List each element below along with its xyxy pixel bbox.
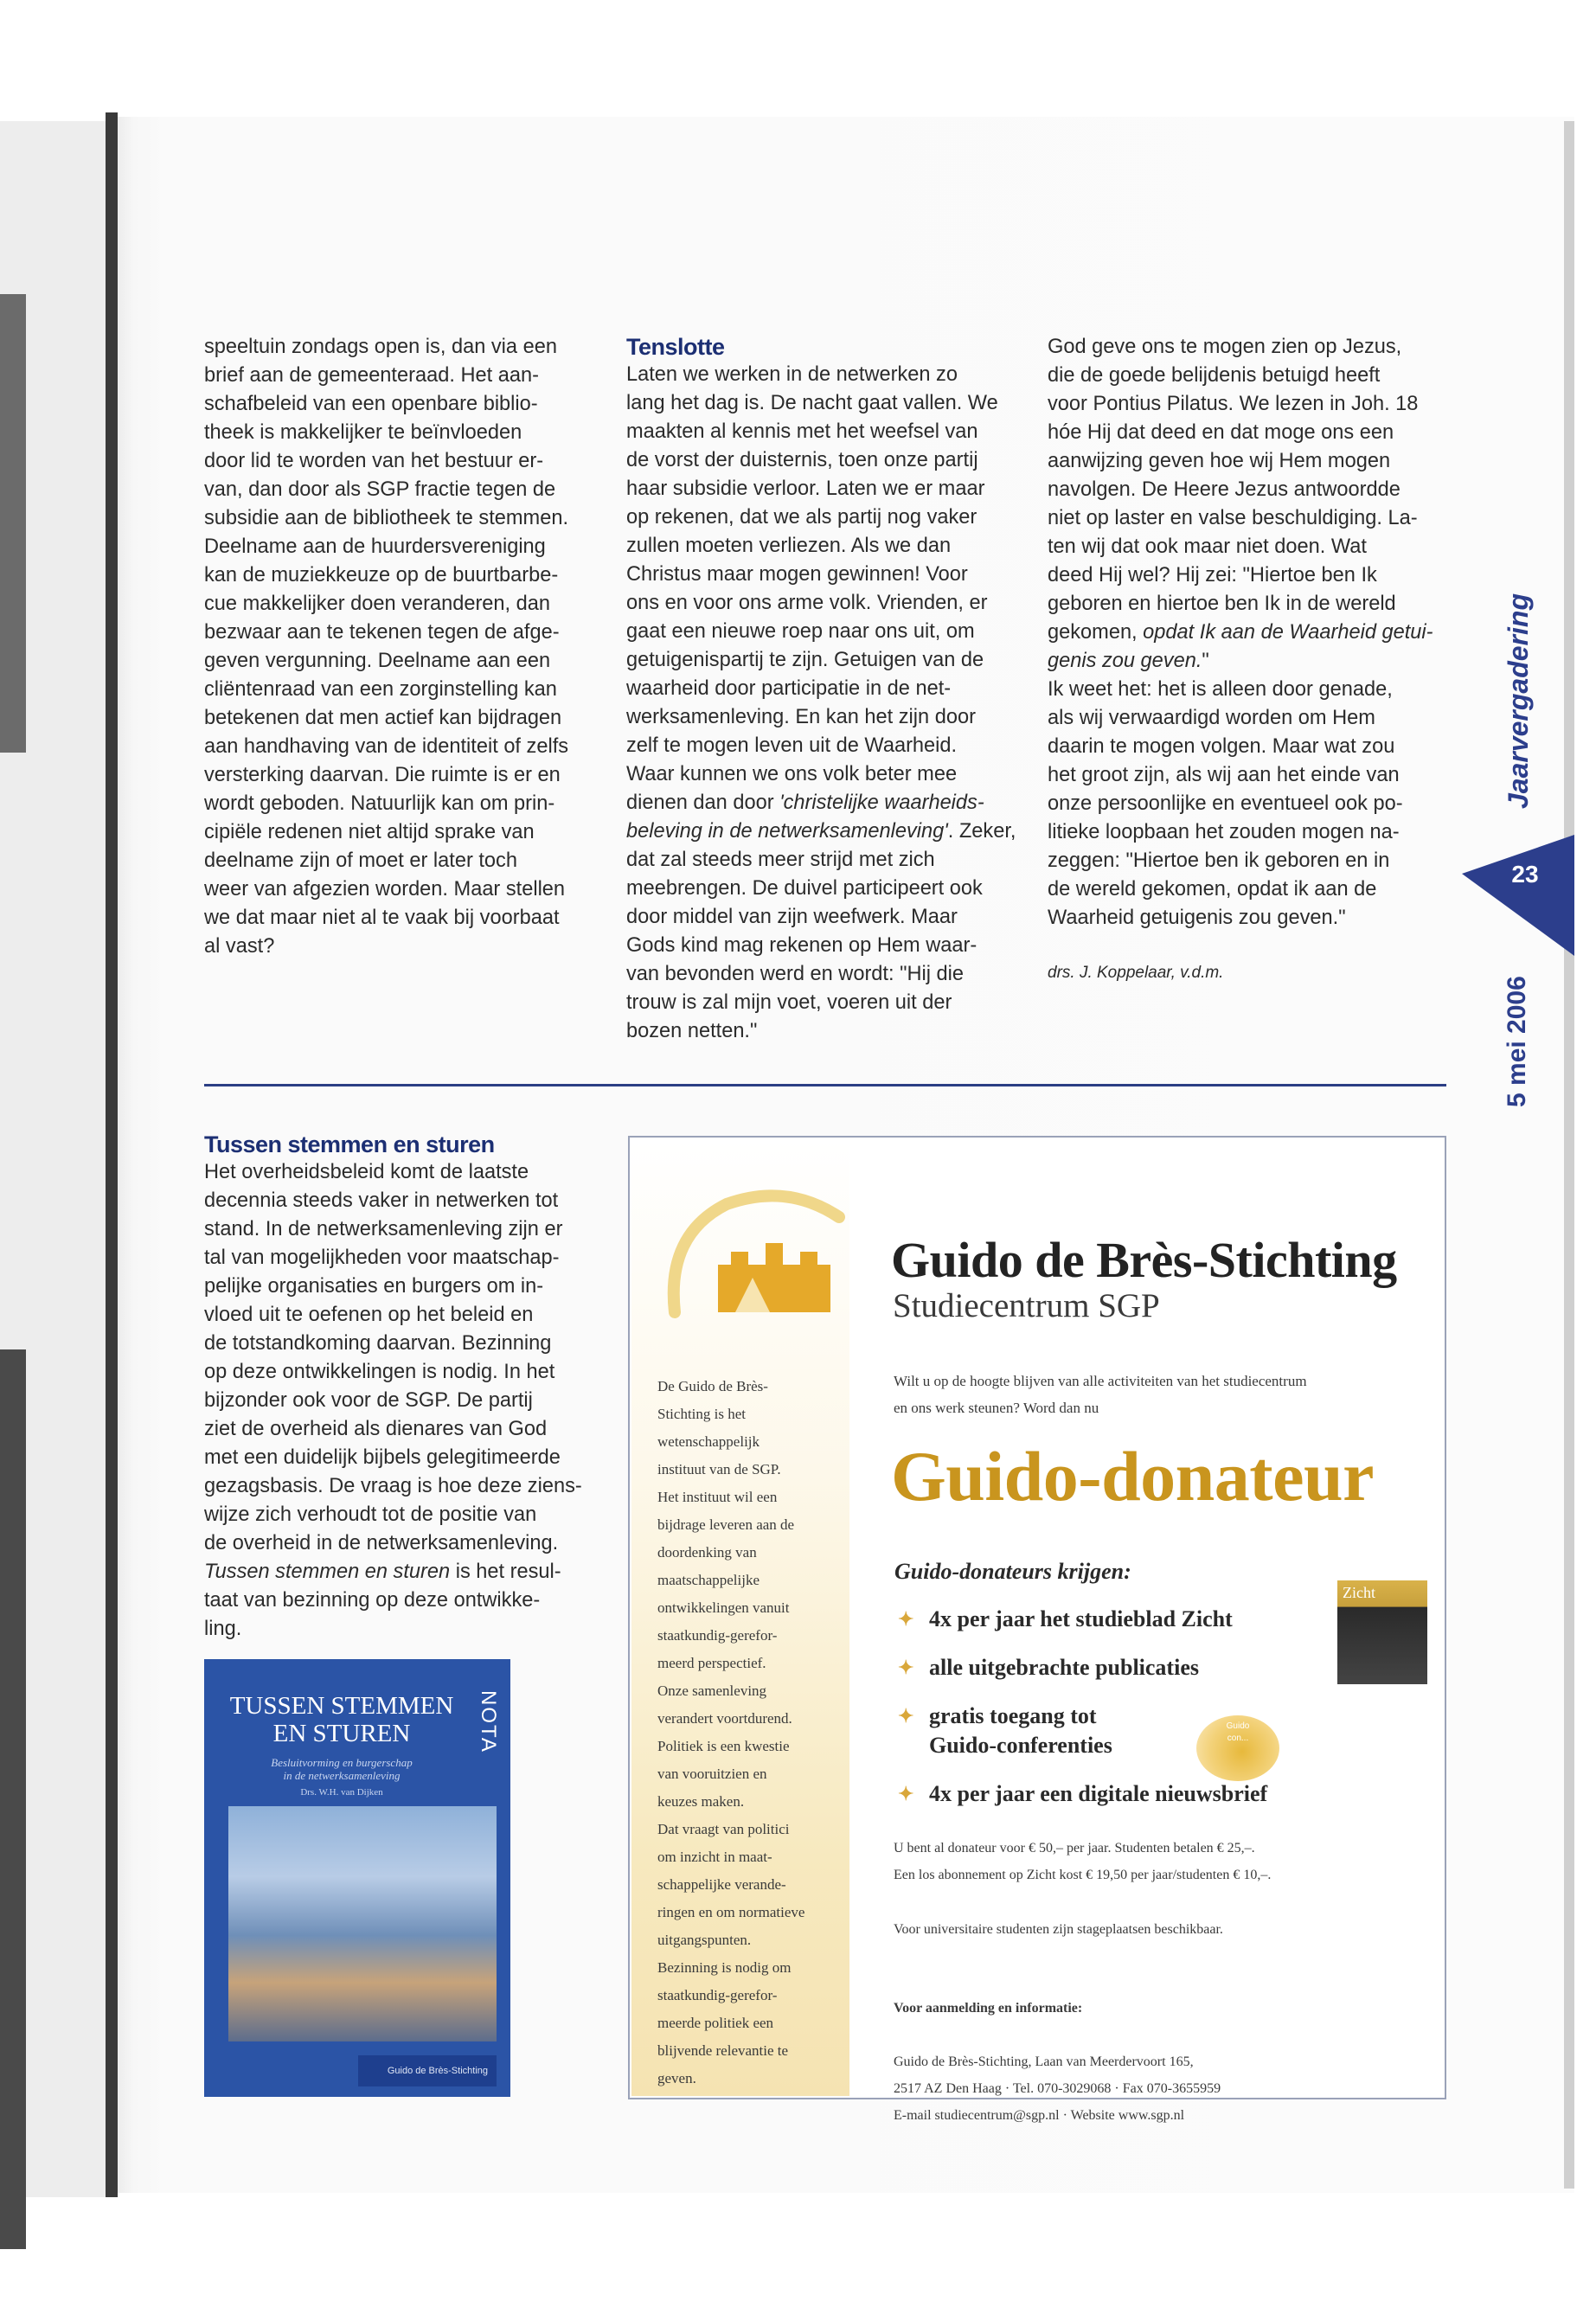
article-column-3 — [1048, 333, 1454, 987]
bullet-icon: ✦ — [898, 1608, 914, 1630]
article-text-part: God geve ons te mogen zien op Jezus, die de goede belijdenis betuigd heeft voor Pontius Pilatus. We lezen in Joh. 18 hóe Hij dat deed en dat moge ons een aanwijzing geven hoe wij Hem mogen navolgen. De Heere Jezus antwoordde niet op laster en valse beschuldiging. La- ten wij dat ook maar niet doen. Wat deed Hij wel? Hij zei: "Hiertoe ben Ik geboren en hiertoe ben Ik in de wereld gekomen, — [1048, 336, 1419, 644]
ad-contact — [894, 1968, 1421, 2156]
zicht-label: Zicht — [1343, 1584, 1375, 1601]
booklet-cover-image — [204, 1659, 510, 2097]
article-text-emphasis: opdat Ik aan de Waarheid getui- genis zou geven. — [1048, 621, 1433, 672]
article-text — [204, 1158, 611, 1644]
section-heading-tenslotte: Tenslotte — [626, 334, 725, 360]
facing-page-edge — [0, 121, 106, 2197]
cover-photo — [228, 1806, 497, 2041]
page-number-tab — [1462, 835, 1574, 956]
issue-date-vertical: 5 mei 2006 — [1503, 976, 1531, 1107]
article-column-2 — [626, 333, 1033, 1046]
ad-fees: U bent al donateur voor € 50,– per jaar. Studenten betalen € 25,–. Een los abonnement op Zicht kost € 19,50 per jaar/studenten € 10,–. — [894, 1841, 1272, 1882]
section-divider — [204, 1084, 1446, 1086]
contact-title: Voor aanmelding en informatie: — [894, 2001, 1083, 2016]
author-signature: drs. J. Koppelaar, v.d.m. — [1048, 964, 1224, 982]
article-text-part: Laten we werken in de netwerken zo lang het dag is. De nacht gaat vallen. We maakten al kennis met het weefsel van de vorst der duisternis, toen onze partij haar subsidie verloor. Laten we er maar op rekenen, dat we als partij nog vaker zullen moeten verliezen. Als we dan Christus maar mogen gewinnen! Voor ons en voor ons arme volk. Vrienden, er gaat een nieuwe roep naar ons uit, om getuigenispartij te zijn. Getuigen van de waarheid door participatie in de net- werksamenleving. En kan het zijn door zelf te mogen leven uit de Waarheid. Waar kunnen we ons volk beter mee dienen dan door — [626, 363, 998, 814]
facing-page-image-strip — [0, 294, 26, 753]
article-text: speeltuin zondags open is, dan via een brief aan de gemeenteraad. Het aan- schafbeleid van een openbare biblio- theek is makkelijker te beïnvloeden door lid te worden van het bestuur er- van, dan door als SGP fractie tegen de subsidie aan de bibliotheek te stemmen. Deelname aan de huurdersvereniging kan de muziekkeuze op de buurtbarbe- cue makkelijker doen veranderen, dan bezwaar aan te tekenen tegen de afge- geven vergunning. Deelname aan een cliëntenraad van een zorginstelling kan betekenen dat men actief kan bijdragen aan handhaving van de identiteit of zelfs versterking daarvan. Die ruimte is er en wordt geboden. Natuurlijk kan om prin- cipiële redenen niet altijd sprake van deelname zijn of moet er later toch weer van afgezien worden. Maar stellen we dat maar niet al te vaak bij voorbaat al vast? — [204, 336, 569, 958]
benefit-text: alle uitgebrachte publicaties — [929, 1655, 1199, 1680]
zicht-magazine-thumbnail — [1337, 1580, 1427, 1684]
benefit-text: gratis toegang tot Guido-conferenties — [929, 1703, 1112, 1758]
page-edge — [1564, 121, 1574, 2189]
page-number: 23 — [1511, 861, 1539, 888]
cover-title: TUSSEN STEMMEN EN STUREN — [229, 1692, 454, 1747]
article-text-emphasis: 'christelijke waarheids- beleving in de netwerksamenleving' — [626, 792, 984, 843]
article-text-emphasis: Tussen stemmen en sturen — [204, 1561, 451, 1583]
article-text-part: Het overheidsbeleid komt de laatste decennia steeds vaker in netwerken tot stand. In de netwerksamenleving zijn er tal van mogelijkheden voor maatschap- pelijke organisaties en burgers om in- vloed uit te oefenen op het beleid en de totstandkoming daarvan. Bezinning op deze ontwikkelingen is nodig. In het bijzonder ook voor de SGP. De partij ziet de overheid als dienares van God met een duidelijk bijbels gelegitimeerde gezagsbasis. De vraag is hoe deze ziens- wijze zich verhoudt tot de positie van de overheid in de netwerksamenleving. — [204, 1161, 582, 1554]
benefit-item — [894, 1605, 1344, 1634]
castle-logo-icon — [657, 1183, 874, 1347]
cover-publisher-logo: Guido de Brès-Stichting — [358, 2055, 497, 2086]
ad-title: Guido de Brès-Stichting — [891, 1232, 1397, 1288]
conference-logo-text: Guido con... — [1226, 1721, 1250, 1743]
ad-intro: Wilt u op de hoogte blijven van alle activiteiten van het studiecentrum en ons werk steunen? Word dan nu — [894, 1373, 1307, 1416]
benefit-text: 4x per jaar een digitale nieuwsbrief — [929, 1781, 1268, 1806]
section-label-vertical: Jaarvergadering — [1503, 593, 1534, 809]
cover-side-label: NOTA — [477, 1690, 500, 1753]
contact-details: Guido de Brès-Stichting, Laan van Meerdervoort 165, 2517 AZ Den Haag · Tel. 070-3029068 · Fax 070-3655959 E-mail studiecentrum@sgp.nl · Website www.sgp.nl — [894, 2054, 1221, 2123]
guido-advertisement — [628, 1136, 1446, 2123]
conference-logo — [1196, 1715, 1279, 1781]
benefit-item — [894, 1653, 1344, 1682]
article-column-1 — [204, 333, 611, 961]
page-spine-shadow — [106, 112, 118, 2197]
facing-page-image-strip — [0, 1349, 26, 2249]
benefits-list — [894, 1605, 1344, 1828]
ad-blurb: De Guido de Brès- Stichting is het wetenschappelijk instituut van de SGP. Het instituut wil een bijdrage leveren aan de doordenking van maatschappelijke ontwikkelingen vanuit staatkundig-gerefor- meerd perspectief. Onze samenleving verandert voortdurend. Politiek is een kwestie van vooruitzien en keuzes maken. Dat vraagt van politici om inzicht in maat- schappelijke verande- ringen en om normatieve uitgangspunten. Bezinning is nodig om staatkundig-gerefor- meerde politiek een blijvende relevantie te geven. — [657, 1378, 805, 2086]
tab-triangle — [1462, 835, 1574, 956]
bullet-icon: ✦ — [898, 1783, 914, 1804]
ad-headline: Guido-donateur — [891, 1437, 1374, 1516]
ad-sidebar — [631, 1139, 849, 2096]
bullet-icon: ✦ — [898, 1657, 914, 1678]
article-text — [1048, 333, 1454, 933]
article-text-part: . Zeker, dat zal steeds meer strijd met zich meebrengen. De duivel participeert ook door middel van zijn weefwerk. Maar Gods kind mag rekenen op Hem waar- van bevonden werd en wordt: "Hij die trouw is zal mijn voet, voeren uit der bozen netten." — [626, 820, 1016, 1042]
benefits-title: Guido-donateurs krijgen: — [894, 1559, 1131, 1584]
ad-internships: Voor universitaire studenten zijn stageplaatsen beschikbaar. — [894, 1922, 1223, 1937]
article-text — [626, 361, 1033, 1046]
cover-subtitle: Besluitvorming en burgerschap in de netwerksamenleving — [271, 1756, 413, 1782]
benefit-text: 4x per jaar het studieblad Zicht — [929, 1606, 1233, 1631]
cover-author: Drs. W.H. van Dijken — [300, 1787, 383, 1798]
article-text-part: " Ik weet het: het is alleen door genade, als wij verwaardigd worden om Hem daarin te mogen volgen. Maar wat zou het groot zijn, als wij aan het einde van onze persoonlijke en eventueel ook po- litieke loopbaan het zouden mogen na- zeggen: "Hiertoe ben ik geboren en in de wereld gekomen, opdat ik aan de Waarheid getuigenis zou geven." — [1048, 650, 1403, 929]
bullet-icon: ✦ — [898, 1705, 914, 1727]
article-column-4 — [204, 1131, 611, 1644]
ad-subtitle: Studiecentrum SGP — [893, 1287, 1160, 1324]
section-heading-tussen-stemmen: Tussen stemmen en sturen — [204, 1131, 495, 1157]
benefit-item — [894, 1779, 1344, 1809]
article-text-part: is het resul- taat van bezinning op deze ontwikke- ling. — [204, 1561, 561, 1640]
